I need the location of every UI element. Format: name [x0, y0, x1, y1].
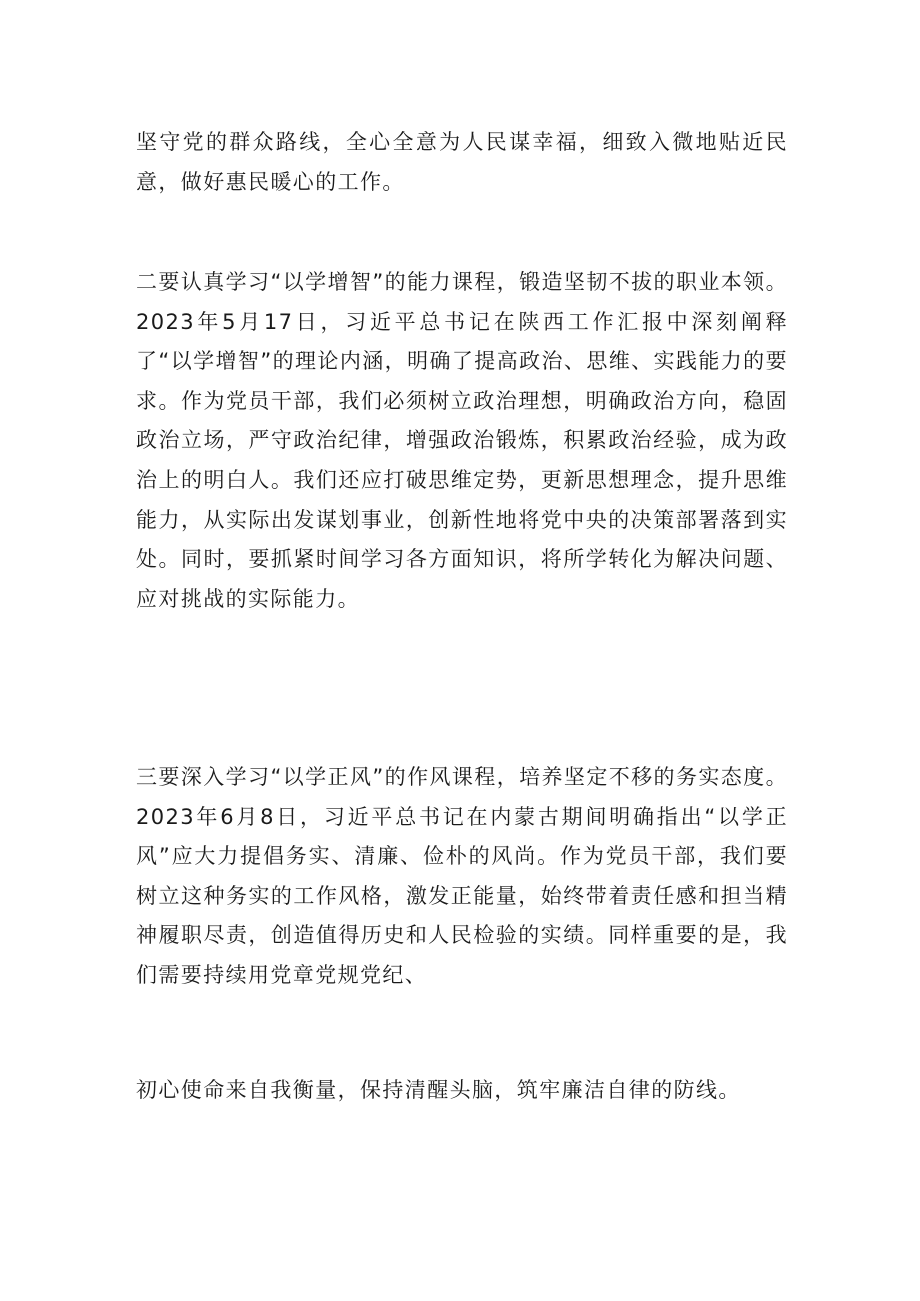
paragraph-mass-line: 坚守党的群众路线，全心全意为人民谋幸福，细致入微地贴近民意，做好惠民暖心的工作。: [136, 130, 788, 194]
paragraph-original-mission: 初心使命来自我衡量，保持清醒头脑，筑牢廉洁自律的防线。: [136, 1078, 741, 1102]
paragraph-learn-to-correct-style: 三要深入学习“以学正风”的作风课程，培养坚定不移的务实态度。2023年6月8日，习近平总书记在内蒙古期间明确指出“以学正风”应大力提倡务实、清廉、俭朴的风尚。作为党员干部，我们要树立这种务实的工作风格，激发正能量，始终带着责任感和担当精神履职尽责，创造值得历史和人民检验的实绩。同样重要的是，我们需要持续用党章党规党纪、: [136, 765, 788, 987]
paragraph-learn-to-increase-wisdom: 二要认真学习“以学增智”的能力课程，锻造坚韧不拔的职业本领。2023年5月17日，习近平总书记在陕西工作汇报中深刻阐释了“以学增智”的理论内涵，明确了提高政治、思维、实践能力的要求。作为党员干部，我们必须树立政治理想，明确政治方向，稳固政治立场，严守政治纪律，增强政治锻炼，积累政治经验，成为政治上的明白人。我们还应打破思维定势，更新思想理念，提升思维能力，从实际出发谋划事业，创新性地将党中央的决策部署落到实处。同时，要抓紧时间学习各方面知识，将所学转化为解决问题、应对挑战的实际能力。: [136, 270, 788, 611]
